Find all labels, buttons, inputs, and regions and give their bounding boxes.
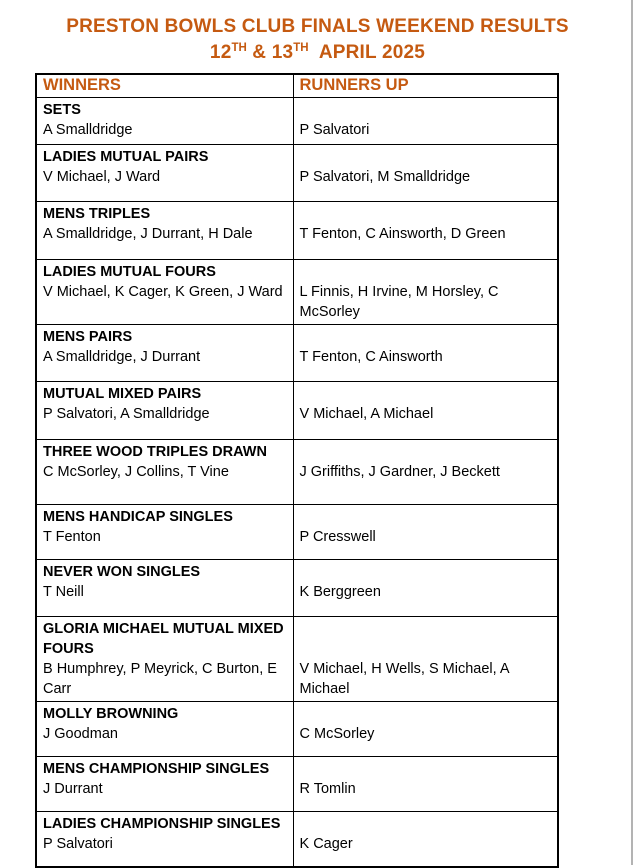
date-sup2: TH <box>293 42 309 54</box>
runner-up-names: R Tomlin <box>299 781 356 797</box>
winner-cell <box>36 382 293 440</box>
event-name: LADIES CHAMPIONSHIP SINGLES <box>43 816 281 832</box>
runner-up-names: P Cresswell <box>299 529 376 545</box>
date-day1: 12 <box>209 42 232 63</box>
winner-cell <box>36 325 293 382</box>
date-joiner: & <box>246 42 272 63</box>
table-row <box>36 702 558 757</box>
winner-cell <box>36 202 293 260</box>
winner-names: V Michael, J Ward <box>43 169 161 185</box>
date-rest: APRIL 2025 <box>308 42 426 63</box>
winner-names: A Smalldridge, J Durrant, H Dale <box>43 226 253 242</box>
winner-names: J Durrant <box>43 781 103 797</box>
runner-up-names: J Griffiths, J Gardner, J Beckett <box>299 464 500 480</box>
column-header-winners: WINNERS <box>36 74 293 98</box>
runner-up-cell <box>293 505 558 560</box>
table-row <box>36 757 558 812</box>
winner-cell <box>36 812 293 868</box>
runner-up-cell <box>293 757 558 812</box>
table-row <box>36 440 558 505</box>
event-name: MENS PAIRS <box>43 329 133 345</box>
date-day2: 13 <box>271 42 294 63</box>
table-row <box>36 812 558 868</box>
event-name: MUTUAL MIXED PAIRS <box>43 386 202 402</box>
runner-up-names: K Cager <box>299 836 353 852</box>
header-row <box>36 74 558 98</box>
event-name: NEVER WON SINGLES <box>43 564 201 580</box>
winner-cell <box>36 757 293 812</box>
winner-cell <box>36 145 293 202</box>
winner-cell <box>36 98 293 145</box>
winner-names: P Salvatori <box>43 836 113 852</box>
runner-up-cell <box>293 260 558 325</box>
event-name: THREE WOOD TRIPLES DRAWN <box>43 444 267 460</box>
winner-names: T Neill <box>43 584 84 600</box>
winner-names: V Michael, K Cager, K Green, J Ward <box>43 284 283 300</box>
runner-up-cell <box>293 702 558 757</box>
winner-names: A Smalldridge <box>43 122 133 138</box>
event-name: MOLLY BROWNING <box>43 706 179 722</box>
date-sup1: TH <box>231 42 247 54</box>
table-row <box>36 260 558 325</box>
winner-names: C McSorley, J Collins, T Vine <box>43 464 229 480</box>
event-name: MENS HANDICAP SINGLES <box>43 509 233 525</box>
runner-up-names: T Fenton, C Ainsworth, D Green <box>299 226 506 242</box>
event-name: MENS CHAMPIONSHIP SINGLES <box>43 761 270 777</box>
page-title: PRESTON BOWLS CLUB FINALS WEEKEND RESULTS <box>66 16 569 37</box>
winner-names: T Fenton <box>43 529 101 545</box>
runner-up-names: K Berggreen <box>299 584 381 600</box>
event-name: LADIES MUTUAL PAIRS <box>43 149 209 165</box>
event-name: GLORIA MICHAEL MUTUAL MIXED FOURS <box>43 621 284 657</box>
runner-up-cell <box>293 560 558 617</box>
table-row <box>36 202 558 260</box>
runner-up-names: V Michael, A Michael <box>299 406 434 422</box>
runner-up-names: P Salvatori, M Smalldridge <box>299 169 471 185</box>
table-row <box>36 145 558 202</box>
event-name: SETS <box>43 102 81 118</box>
runner-up-names: C McSorley <box>299 726 375 742</box>
table-row <box>36 382 558 440</box>
table-row <box>36 617 558 702</box>
winner-cell <box>36 260 293 325</box>
runner-up-cell <box>293 98 558 145</box>
winner-cell <box>36 560 293 617</box>
winner-names: B Humphrey, P Meyrick, C Burton, E Carr <box>43 661 277 697</box>
runner-up-cell <box>293 617 558 702</box>
page-edge-line <box>631 0 633 865</box>
runner-up-cell <box>293 202 558 260</box>
runner-up-cell <box>293 325 558 382</box>
runner-up-cell <box>293 440 558 505</box>
winner-cell <box>36 617 293 702</box>
results-table <box>35 73 559 868</box>
table-row <box>36 560 558 617</box>
column-header-runners-up: RUNNERS UP <box>293 74 558 98</box>
runner-up-cell <box>293 145 558 202</box>
results-body <box>36 98 558 868</box>
winner-names: J Goodman <box>43 726 118 742</box>
winner-cell <box>36 440 293 505</box>
table-row <box>36 325 558 382</box>
runner-up-names: P Salvatori <box>299 122 370 138</box>
runner-up-names: T Fenton, C Ainsworth <box>299 349 443 365</box>
runner-up-cell <box>293 382 558 440</box>
runner-up-cell <box>293 812 558 868</box>
table-row <box>36 505 558 560</box>
document-header <box>0 0 635 64</box>
table-row <box>36 98 558 145</box>
winner-names: A Smalldridge, J Durrant <box>43 349 201 365</box>
winner-cell <box>36 505 293 560</box>
event-name: LADIES MUTUAL FOURS <box>43 264 216 280</box>
winner-names: P Salvatori, A Smalldridge <box>43 406 210 422</box>
winner-cell <box>36 702 293 757</box>
runner-up-names: V Michael, H Wells, S Michael, A Michael <box>299 661 509 697</box>
runner-up-names: L Finnis, H Irvine, M Horsley, C McSorley <box>299 284 499 320</box>
event-name: MENS TRIPLES <box>43 206 151 222</box>
page-subtitle-date <box>0 42 635 64</box>
